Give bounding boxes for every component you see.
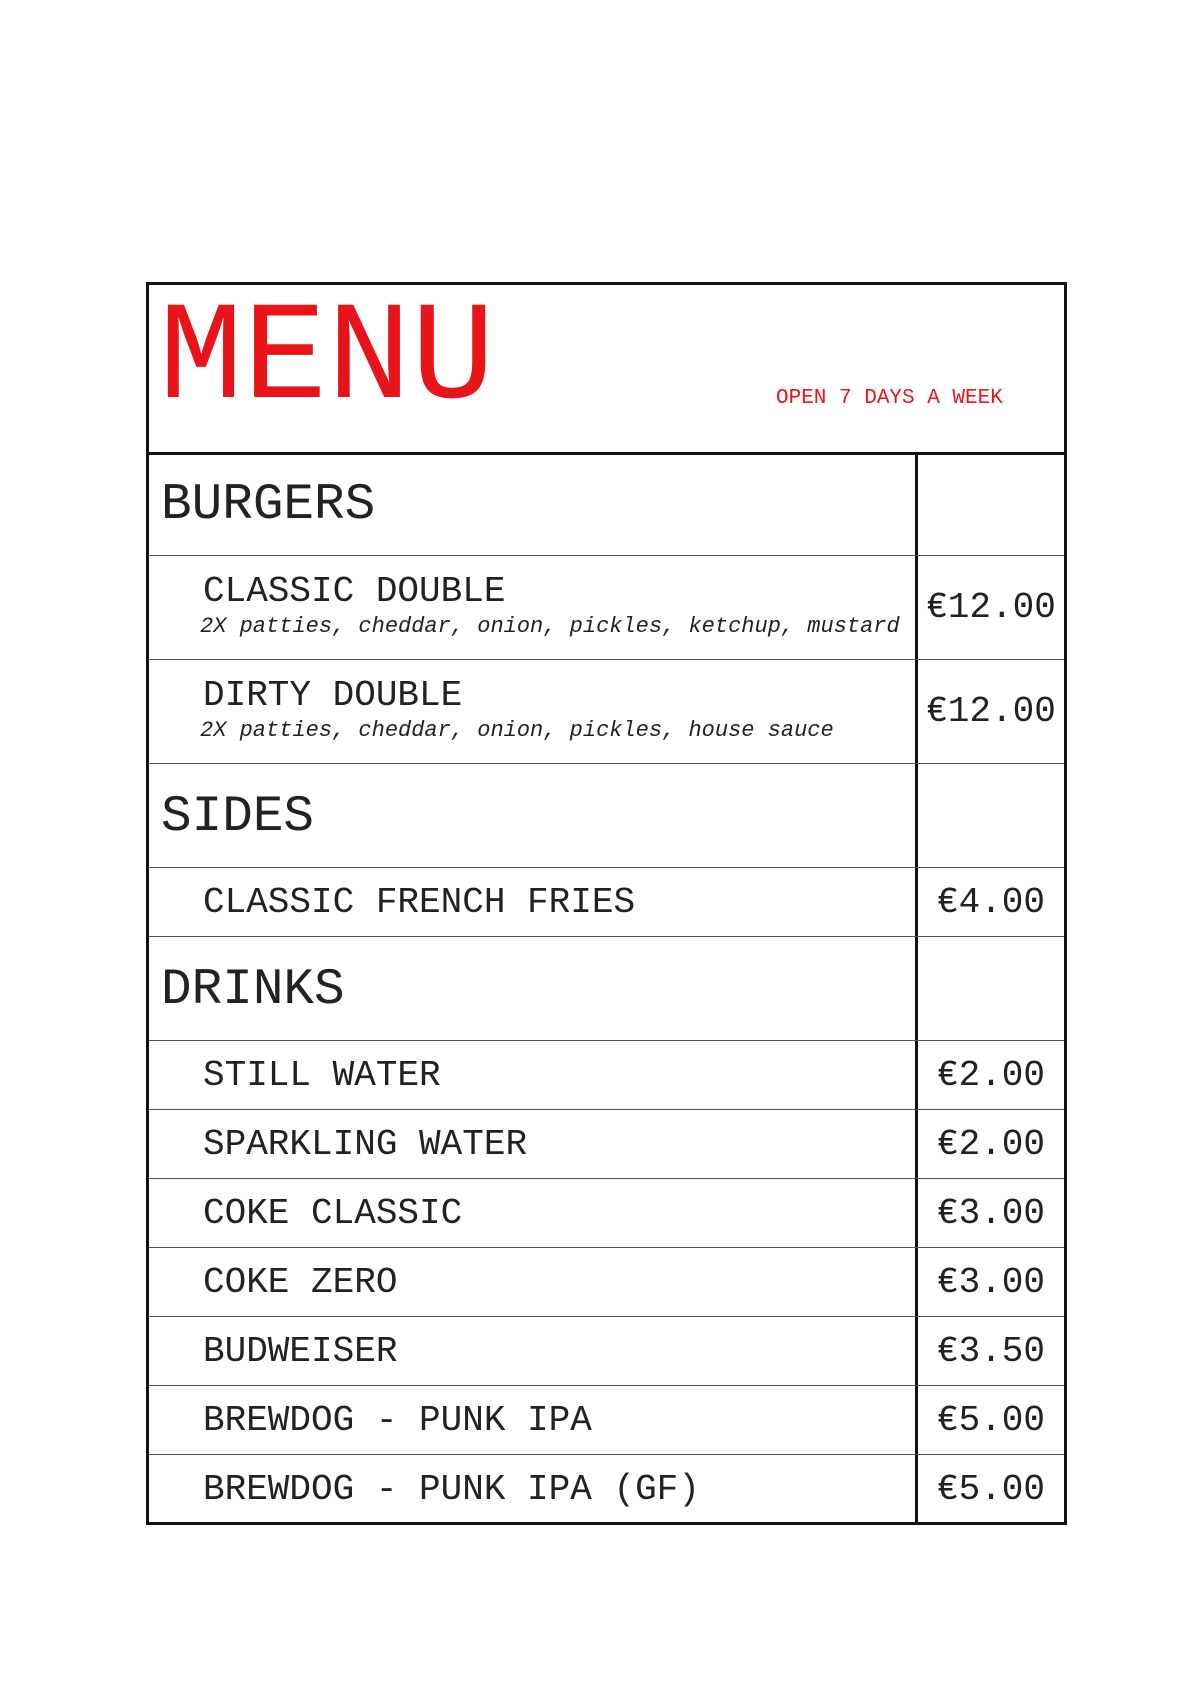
item-name: BREWDOG - PUNK IPA (GF) <box>203 1469 700 1510</box>
section-name-cell <box>149 764 918 867</box>
item-price: €5.00 <box>936 1469 1046 1510</box>
item-name: STILL WATER <box>203 1055 441 1096</box>
item-description: 2X patties, cheddar, onion, pickles, house sauce <box>200 718 834 743</box>
item-name-cell <box>149 1386 918 1454</box>
menu-item-row <box>149 1386 1064 1455</box>
section-name-cell <box>149 937 918 1040</box>
section-heading: DRINKS <box>161 962 345 1019</box>
item-name-cell <box>149 868 918 936</box>
section-row-burgers <box>149 452 1064 556</box>
price-cell <box>918 452 1064 555</box>
item-name-cell <box>149 1110 918 1178</box>
item-name: DIRTY DOUBLE <box>203 675 463 716</box>
section-row-sides <box>149 764 1064 868</box>
item-description: 2X patties, cheddar, onion, pickles, ketchup, mustard <box>200 614 900 639</box>
item-name-cell <box>149 1248 918 1316</box>
menu-board <box>146 282 1067 1525</box>
item-name: BUDWEISER <box>203 1331 398 1372</box>
menu-item-row <box>149 1179 1064 1248</box>
item-name: COKE ZERO <box>203 1262 398 1303</box>
opening-hours-tagline: OPEN 7 DAYS A WEEK <box>776 387 1003 410</box>
item-name: SPARKLING WATER <box>203 1124 528 1165</box>
item-price: €4.00 <box>936 881 1046 923</box>
menu-item-row <box>149 1041 1064 1110</box>
section-name-cell <box>149 452 918 555</box>
menu-item-row <box>149 1317 1064 1386</box>
item-name-cell <box>149 1455 918 1524</box>
section-row-drinks <box>149 937 1064 1041</box>
menu-item-row <box>149 1248 1064 1317</box>
item-price: €12.00 <box>926 587 1056 628</box>
item-price: €5.00 <box>936 1399 1046 1441</box>
item-price: €3.00 <box>936 1192 1046 1234</box>
item-price: €3.00 <box>936 1261 1046 1303</box>
menu-item-row <box>149 660 1064 764</box>
item-name-cell <box>149 1041 918 1109</box>
item-price: €2.00 <box>936 1123 1046 1165</box>
section-heading: SIDES <box>161 789 315 846</box>
section-heading: BURGERS <box>161 477 376 534</box>
menu-header <box>149 281 1064 455</box>
menu-item-row <box>149 868 1064 937</box>
menu-item-row <box>149 1110 1064 1179</box>
menu-table <box>149 452 1064 1524</box>
menu-item-row <box>149 556 1064 660</box>
item-name: CLASSIC FRENCH FRIES <box>203 882 636 923</box>
item-name-cell <box>149 660 918 763</box>
price-cell <box>918 764 1064 867</box>
item-name-cell <box>149 1179 918 1247</box>
price-cell <box>918 937 1064 1040</box>
item-price: €2.00 <box>936 1054 1046 1096</box>
item-name: BREWDOG - PUNK IPA <box>203 1400 592 1441</box>
menu-item-row <box>149 1455 1064 1524</box>
item-price: €3.50 <box>936 1330 1046 1372</box>
item-name-cell <box>149 1317 918 1385</box>
item-price: €12.00 <box>926 691 1056 732</box>
menu-title: MENU <box>159 281 496 440</box>
item-name: COKE CLASSIC <box>203 1193 463 1234</box>
item-name: CLASSIC DOUBLE <box>203 571 506 612</box>
item-name-cell <box>149 556 918 659</box>
